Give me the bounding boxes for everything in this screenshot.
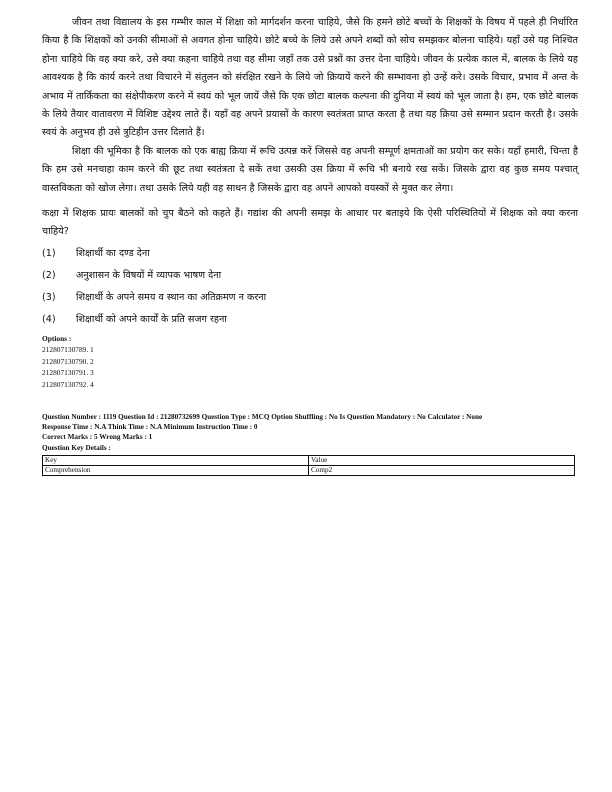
key-details-label: Question Key Details : xyxy=(42,444,111,453)
option-id: 212807130791. 3 xyxy=(42,368,94,378)
option-number: (2) xyxy=(42,270,56,282)
question-meta-line-1: Question Number : 1119 Question Id : 21280732699 Question Type : MCQ Option Shuffling : No Is Question Mandatory : No Calculator : None xyxy=(42,413,483,422)
option-id: 212807130789. 1 xyxy=(42,345,94,355)
marks-info: Correct Marks : 5 Wrong Marks : 1 xyxy=(42,433,153,442)
option-text: शिक्षार्थी को अपने कार्यों के प्रति सजग रहना xyxy=(76,314,227,326)
option-text: शिक्षार्थी के अपने समय व स्थान का अतिक्रमण न करना xyxy=(76,292,267,304)
passage-paragraph-2: शिक्षा की भूमिका है कि बालक को एक बाह्य क्रिया में रूचि उत्पन्न करें जिससे वह अपनी सम्पूर्ण क्षमताओं का प्रयोग कर सके। यहाँ हमारी, चिन्ता है कि हम उसे मनचाहा काम करने की छूट तथा स्वतंत्रता दे सकें तथा उसकी उस क्रिया में रूचि भी बनाये रख सकें। जिसके द्वारा वह कुछ समय पश्चात् वास्तविकता को खोज लेगा। तथा उसके लिये यही वह साधन है जिसके द्वारा वह अपने आपको वयस्कों से मुक्त कर लेगा। xyxy=(42,145,578,194)
option-number: (4) xyxy=(42,314,56,326)
key-details-table xyxy=(42,455,575,476)
table-row xyxy=(43,466,575,476)
option-id-list xyxy=(42,344,578,390)
option-2[interactable] xyxy=(42,265,578,287)
option-3[interactable] xyxy=(42,287,578,309)
question-text: कक्षा में शिक्षक प्रायः बालकों को चुप बैठने को कहते हैं। गद्यांश की अपनी समझ के आधार पर बताइये कि ऐसी परिस्थितियों में शिक्षक को क्या करना चाहिये? xyxy=(42,208,578,237)
option-4[interactable] xyxy=(42,309,578,331)
options-list xyxy=(42,243,578,331)
options-label: Options : xyxy=(42,334,72,344)
passage-paragraph-1: जीवन तथा विद्यालय के इस गम्भीर काल में शिक्षा को मार्गदर्शन करना चाहिये, जैसे कि हमने छोटे बच्चों के शिक्षकों के विषय में पहले ही निर्धारित किया है कि शिक्षकों को उनकी सीमाओं से अवगत होना चाहिये। छोटे बच्चे के लिये उसे अपने शब्दों को सोच समझकर बोलना चाहिये। यहाँ उसे यह निश्चित होना चाहिये कि वह क्या करे, उसे क्या कहना चाहिये तथा वह सीमा जहाँ तक उसे प्रश्नों का उत्तर देना चाहिये। जीवन के प्रत्येक काल में, बालक के लिये यह आवश्यक है कि कार्य करने तथा विचारने में संतुलन को संरक्षित रखने के लिये जो क्रियायें करने की सम्भावना हो उन्हें करे। उसके विचार, प्रभाव में अन्त के अभाव में तार्किकता का संक्षेपीकरण करने में स्वयं को भूल जायें जैसे कि एक छोटा बालक कल्पना की दुनिया में स्वयं को भूल जाता है। हम, एक छोटे बालक के लिये तैयार वातावरण में विशिष्ट उद्देश्य लाते हैं। यहाँ वह अपने प्रयासों के कारण स्वतंत्रता प्राप्त करता है तथा यह क्रिया उसे सम्मान प्रदान करती है। उसके स्वयं के अनुभव ही उसे त्रुटिहीन उत्तर दिलाते हैं। xyxy=(42,17,578,139)
option-1[interactable] xyxy=(42,243,578,265)
option-number: (3) xyxy=(42,292,56,304)
option-text: अनुशासन के विषयों में व्यापक भाषण देना xyxy=(76,270,222,282)
option-text: शिक्षार्थी का दण्ड देना xyxy=(76,248,150,260)
question-page xyxy=(42,14,578,476)
option-id: 212807130790. 2 xyxy=(42,356,94,366)
table-cell-key: Comprehension xyxy=(43,466,309,476)
question-meta xyxy=(42,413,578,432)
question-meta-line-2: Response Time : N.A Think Time : N.A Minimum Instruction Time : 0 xyxy=(42,422,258,431)
table-header-key: Key xyxy=(43,456,309,466)
table-header-value: Value xyxy=(309,456,575,466)
table-header-row xyxy=(43,456,575,466)
option-id: 212807130792. 4 xyxy=(42,379,94,389)
option-number: (1) xyxy=(42,248,56,260)
table-cell-value: Comp2 xyxy=(309,466,575,476)
